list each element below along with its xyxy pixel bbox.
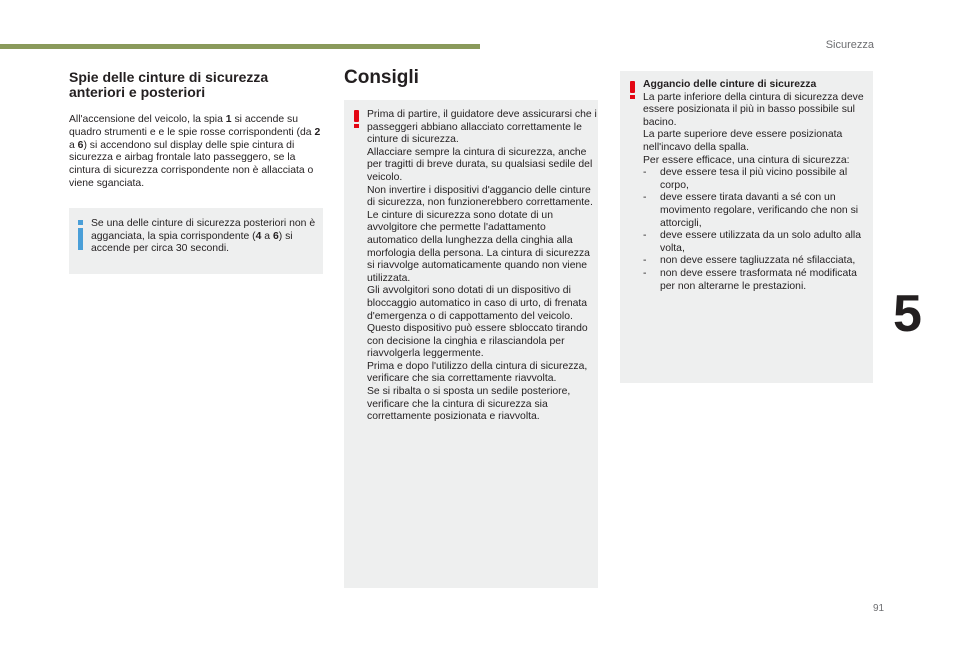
info-note-text: Se una delle cinture di sicurezza posteriori non è agganciata, la spia corrispondente (4 a 6) si accende per circa 30 secondi.	[91, 217, 316, 255]
list-item: - non deve essere tagliuzzata né sfilacciata,	[643, 255, 871, 268]
fastening-warning-intro: La parte inferiore della cintura di sicurezza deve essere posizionata il più in basso possibile sul bacino. La parte superiore deve essere posizionata nell'incavo della spalla. Per essere efficace, una cintura di sicurezza:	[643, 91, 864, 166]
fastening-requirements-list	[643, 167, 871, 293]
chapter-number: 5	[893, 285, 922, 343]
page-number: 91	[873, 603, 885, 614]
list-item: - deve essere tesa il più vicino possibile al corpo,	[643, 167, 871, 192]
info-icon	[78, 220, 83, 250]
fastening-warning-box	[620, 71, 873, 383]
info-note-box	[69, 208, 323, 274]
fastening-warning-title: Aggancio delle cinture di sicurezza	[643, 79, 817, 90]
seatbelt-lights-paragraph: All'accensione del veicolo, la spia 1 si accende su quadro strumenti e e le spie rosse corrispondenti (da 2 a 6) si accendono sul display delle spie cintura di sicurezza e airbag frontale lato passeggero, se la cintura di sicurezza corrispondente non è allacciata o viene sganciata.	[69, 114, 321, 189]
list-item: - deve essere tirata davanti a sé con un movimento regolare, verificando che non si attorcigli,	[643, 192, 871, 230]
fastening-warning-content	[643, 79, 871, 293]
list-item: - non deve essere trasformata né modificata per non alterarne le prestazioni.	[643, 268, 871, 293]
section-title: Sicurezza	[825, 39, 874, 51]
exclamation-icon	[352, 110, 360, 128]
tips-warning-box	[344, 100, 598, 588]
exclamation-icon	[628, 81, 636, 99]
left-column	[69, 70, 323, 274]
left-column-title: Spie delle cinture di sicurezza anteriori e posteriori	[69, 69, 269, 100]
list-item: - deve essere utilizzata da un solo adulto alla volta,	[643, 230, 871, 255]
tips-title: Consigli	[344, 67, 419, 88]
tips-warning-text: Prima di partire, il guidatore deve assicurarsi che i passeggeri abbiano allacciato correttamente le cinture di sicurezza. Allacciare sempre la cintura di sicurezza, anche per tragitti di breve durata, su qualsiasi sedile del veicolo. Non invertire i dispositivi d'aggancio delle cinture di sicurezza, non funzionerebbero correttamente. Le cinture di sicurezza sono dotate di un avvolgitore che permette l'adattamento automatico della lunghezza della cinghia alla morfologia della persona. La cintura di sicurezza si riavvolge automaticamente quando non viene utilizzata. Gli avvolgitori sono dotati di un dispositivo di bloccaggio automatico in caso di urto, di frenata d'emergenza o di cappottamento del veicolo. Questo dispositivo può essere sbloccato tirando con decisione la cinghia e rilasciandola per riavvolgerla leggermente. Prima e dopo l'utilizzo della cintura di sicurezza, verificare che sia correttamente riavvolta. Se si ribalta o si sposta un sedile posteriore, verificare che la cintura di sicurezza sia correttamente posizionata e riavvolta.	[367, 109, 597, 423]
header-accent-bar	[0, 44, 480, 49]
